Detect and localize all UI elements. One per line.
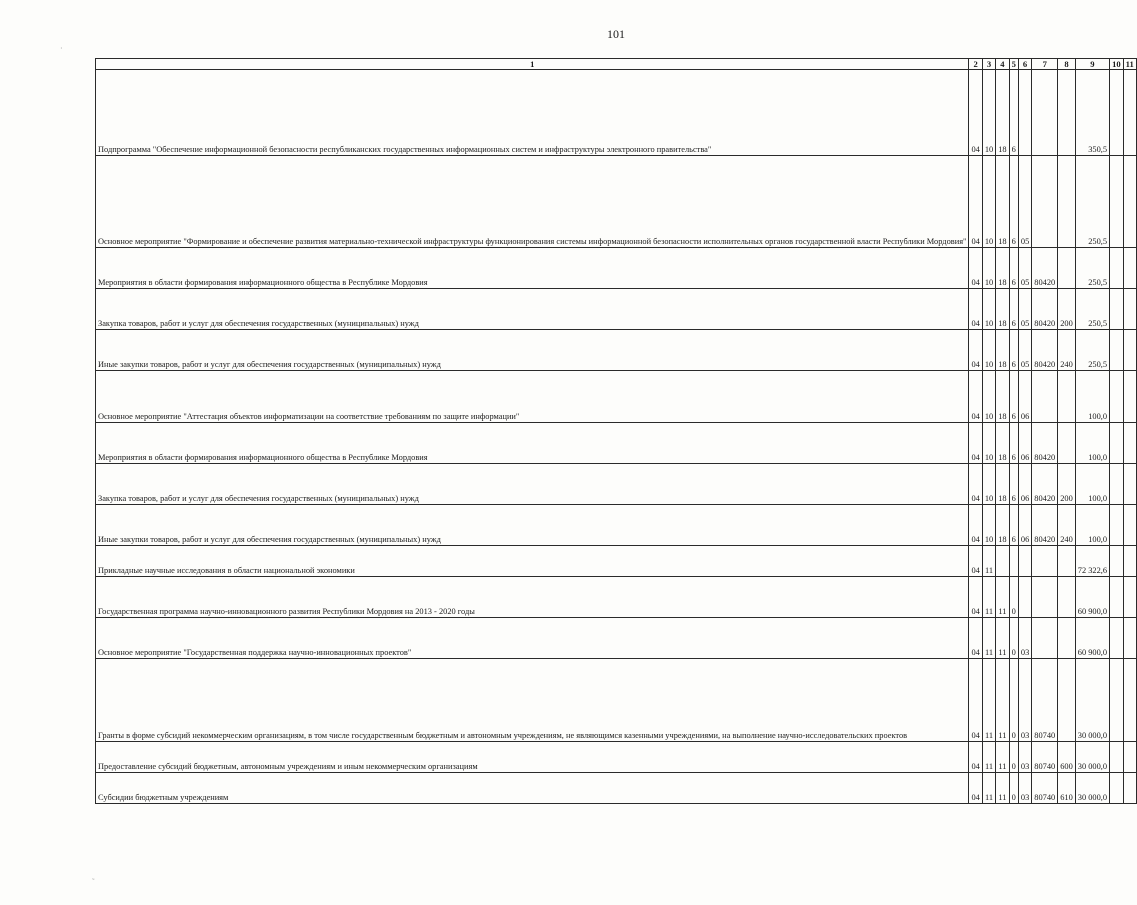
code-cell: 80420 — [1032, 505, 1058, 546]
empty-cell — [1110, 423, 1124, 464]
header-cell: 8 — [1058, 59, 1076, 70]
code-cell: 11 — [996, 742, 1009, 773]
code-cell: 10 — [982, 289, 995, 330]
code-cell — [1018, 70, 1031, 156]
empty-cell — [1110, 618, 1124, 659]
amount-cell: 250,5 — [1075, 289, 1109, 330]
row-description-cell: Субсидии бюджетным учреждениям — [96, 773, 969, 804]
code-cell: 11 — [996, 773, 1009, 804]
code-cell: 05 — [1018, 330, 1031, 371]
empty-cell — [1123, 156, 1136, 248]
amount-cell: 250,5 — [1075, 156, 1109, 248]
empty-cell — [1110, 248, 1124, 289]
code-cell: 80420 — [1032, 464, 1058, 505]
header-cell: 3 — [982, 59, 995, 70]
header-cell: 5 — [1009, 59, 1018, 70]
code-cell: 04 — [969, 289, 982, 330]
empty-cell — [1110, 330, 1124, 371]
code-cell — [1032, 371, 1058, 423]
code-cell: 6 — [1009, 330, 1018, 371]
code-cell: 11 — [982, 618, 995, 659]
code-cell: 80740 — [1032, 742, 1058, 773]
table-row — [96, 505, 1137, 546]
row-description-cell: Иные закупки товаров, работ и услуг для обеспечения государственных (муниципальных) нужд — [96, 330, 969, 371]
amount-cell: 100,0 — [1075, 505, 1109, 546]
code-cell: 0 — [1009, 577, 1018, 618]
empty-cell — [1123, 371, 1136, 423]
scan-speck: · — [60, 44, 63, 53]
amount-cell: 100,0 — [1075, 423, 1109, 464]
code-cell: 04 — [969, 505, 982, 546]
table-row — [96, 464, 1137, 505]
empty-cell — [1123, 423, 1136, 464]
code-cell — [1058, 371, 1076, 423]
code-cell: 6 — [1009, 156, 1018, 248]
amount-cell: 100,0 — [1075, 464, 1109, 505]
code-cell — [1009, 546, 1018, 577]
code-cell: 06 — [1018, 371, 1031, 423]
amount-cell: 60 900,0 — [1075, 577, 1109, 618]
code-cell: 18 — [996, 248, 1009, 289]
code-cell: 10 — [982, 464, 995, 505]
code-cell: 04 — [969, 464, 982, 505]
row-description-cell: Прикладные научные исследования в области национальной экономики — [96, 546, 969, 577]
code-cell: 11 — [982, 577, 995, 618]
code-cell: 0 — [1009, 659, 1018, 742]
code-cell: 06 — [1018, 423, 1031, 464]
empty-cell — [1123, 546, 1136, 577]
table-row — [96, 248, 1137, 289]
code-cell — [1018, 577, 1031, 618]
code-cell — [1058, 577, 1076, 618]
code-cell: 600 — [1058, 742, 1076, 773]
code-cell: 200 — [1058, 464, 1076, 505]
amount-cell: 30 000,0 — [1075, 659, 1109, 742]
table-row — [96, 742, 1137, 773]
code-cell — [1018, 546, 1031, 577]
empty-cell — [1110, 289, 1124, 330]
empty-cell — [1123, 577, 1136, 618]
code-cell: 80420 — [1032, 248, 1058, 289]
empty-cell — [1123, 330, 1136, 371]
amount-cell: 72 322,6 — [1075, 546, 1109, 577]
code-cell: 11 — [996, 577, 1009, 618]
code-cell — [1032, 546, 1058, 577]
code-cell: 80740 — [1032, 659, 1058, 742]
table-row — [96, 423, 1137, 464]
code-cell — [996, 546, 1009, 577]
code-cell: 03 — [1018, 773, 1031, 804]
empty-cell — [1110, 70, 1124, 156]
code-cell: 04 — [969, 742, 982, 773]
empty-cell — [1123, 505, 1136, 546]
amount-cell: 30 000,0 — [1075, 742, 1109, 773]
code-cell: 10 — [982, 156, 995, 248]
table-row — [96, 289, 1137, 330]
code-cell: 6 — [1009, 289, 1018, 330]
table-row — [96, 156, 1137, 248]
row-description-cell: Основное мероприятие "Аттестация объектов информатизации на соответствие требованиям по защите информации" — [96, 371, 969, 423]
code-cell: 05 — [1018, 289, 1031, 330]
code-cell — [1058, 248, 1076, 289]
code-cell: 11 — [982, 546, 995, 577]
code-cell: 10 — [982, 330, 995, 371]
code-cell: 610 — [1058, 773, 1076, 804]
code-cell: 03 — [1018, 742, 1031, 773]
empty-cell — [1110, 371, 1124, 423]
table-row — [96, 577, 1137, 618]
budget-table — [95, 58, 1137, 804]
header-row — [96, 59, 1137, 70]
code-cell: 04 — [969, 423, 982, 464]
code-cell — [1032, 618, 1058, 659]
header-cell: 7 — [1032, 59, 1058, 70]
code-cell: 6 — [1009, 371, 1018, 423]
code-cell: 0 — [1009, 773, 1018, 804]
empty-cell — [1110, 773, 1124, 804]
empty-cell — [1110, 464, 1124, 505]
code-cell: 18 — [996, 70, 1009, 156]
code-cell — [1058, 423, 1076, 464]
code-cell: 0 — [1009, 742, 1018, 773]
code-cell: 10 — [982, 371, 995, 423]
code-cell: 18 — [996, 464, 1009, 505]
code-cell: 18 — [996, 423, 1009, 464]
code-cell: 05 — [1018, 156, 1031, 248]
code-cell: 04 — [969, 618, 982, 659]
code-cell — [1058, 156, 1076, 248]
code-cell: 03 — [1018, 659, 1031, 742]
code-cell: 18 — [996, 505, 1009, 546]
header-cell: 6 — [1018, 59, 1031, 70]
empty-cell — [1123, 618, 1136, 659]
empty-cell — [1110, 505, 1124, 546]
code-cell: 04 — [969, 330, 982, 371]
code-cell: 80420 — [1032, 330, 1058, 371]
code-cell — [1058, 659, 1076, 742]
code-cell: 6 — [1009, 423, 1018, 464]
code-cell: 80420 — [1032, 289, 1058, 330]
code-cell: 18 — [996, 289, 1009, 330]
empty-cell — [1123, 464, 1136, 505]
code-cell: 04 — [969, 659, 982, 742]
row-description-cell: Подпрограмма "Обеспечение информационной безопасности республиканских государственных информационных систем и инфраструктуры электронного правительства" — [96, 70, 969, 156]
code-cell: 04 — [969, 371, 982, 423]
header-cell: 11 — [1123, 59, 1136, 70]
table-row — [96, 70, 1137, 156]
empty-cell — [1123, 742, 1136, 773]
empty-cell — [1110, 577, 1124, 618]
empty-cell — [1110, 546, 1124, 577]
header-cell: 2 — [969, 59, 982, 70]
empty-cell — [1110, 156, 1124, 248]
empty-cell — [1123, 659, 1136, 742]
row-description-cell: Предоставление субсидий бюджетным, автономным учреждениям и иным некоммерческим организациям — [96, 742, 969, 773]
header-cell: 4 — [996, 59, 1009, 70]
code-cell: 6 — [1009, 505, 1018, 546]
row-description-cell: Мероприятия в области формирования информационного общества в Республике Мордовия — [96, 248, 969, 289]
code-cell: 06 — [1018, 464, 1031, 505]
code-cell: 6 — [1009, 70, 1018, 156]
code-cell: 03 — [1018, 618, 1031, 659]
row-description-cell: Государственная программа научно-инновационного развития Республики Мордовия на 2013 - 2020 годы — [96, 577, 969, 618]
table-body — [96, 70, 1137, 804]
code-cell — [1058, 70, 1076, 156]
code-cell — [1032, 577, 1058, 618]
row-description-cell: Закупка товаров, работ и услуг для обеспечения государственных (муниципальных) нужд — [96, 464, 969, 505]
code-cell — [1032, 156, 1058, 248]
code-cell: 10 — [982, 505, 995, 546]
row-description-cell: Основное мероприятие "Государственная поддержка научно-инновационных проектов" — [96, 618, 969, 659]
code-cell: 6 — [1009, 248, 1018, 289]
empty-cell — [1123, 248, 1136, 289]
code-cell: 18 — [996, 371, 1009, 423]
code-cell: 10 — [982, 423, 995, 464]
code-cell: 11 — [996, 618, 1009, 659]
table-row — [96, 546, 1137, 577]
code-cell: 04 — [969, 577, 982, 618]
empty-cell — [1123, 773, 1136, 804]
table-row — [96, 371, 1137, 423]
row-description-cell: Основное мероприятие "Формирование и обеспечение развития материально-технической инфраструктуры функционирования системы информационной безопасности исполнительных органов государственной власти Республики Мордовия" — [96, 156, 969, 248]
table-row — [96, 659, 1137, 742]
code-cell: 18 — [996, 330, 1009, 371]
code-cell: 0 — [1009, 618, 1018, 659]
row-description-cell: Мероприятия в области формирования информационного общества в Республике Мордовия — [96, 423, 969, 464]
empty-cell — [1110, 742, 1124, 773]
code-cell: 18 — [996, 156, 1009, 248]
empty-cell — [1123, 70, 1136, 156]
code-cell: 04 — [969, 773, 982, 804]
amount-cell: 250,5 — [1075, 330, 1109, 371]
code-cell: 04 — [969, 546, 982, 577]
scan-speck: ˜ — [92, 877, 95, 886]
code-cell: 05 — [1018, 248, 1031, 289]
code-cell: 11 — [996, 659, 1009, 742]
header-cell: 10 — [1110, 59, 1124, 70]
code-cell: 200 — [1058, 289, 1076, 330]
code-cell: 6 — [1009, 464, 1018, 505]
amount-cell: 30 000,0 — [1075, 773, 1109, 804]
header-cell: 1 — [96, 59, 969, 70]
table-row — [96, 773, 1137, 804]
code-cell: 240 — [1058, 330, 1076, 371]
code-cell: 10 — [982, 248, 995, 289]
code-cell — [1058, 546, 1076, 577]
amount-cell: 350,5 — [1075, 70, 1109, 156]
code-cell — [1032, 70, 1058, 156]
row-description-cell: Закупка товаров, работ и услуг для обеспечения государственных (муниципальных) нужд — [96, 289, 969, 330]
table-row — [96, 618, 1137, 659]
code-cell: 11 — [982, 742, 995, 773]
code-cell: 04 — [969, 70, 982, 156]
code-cell: 11 — [982, 659, 995, 742]
code-cell: 80740 — [1032, 773, 1058, 804]
page-number: 101 — [607, 27, 625, 41]
code-cell: 240 — [1058, 505, 1076, 546]
amount-cell: 60 900,0 — [1075, 618, 1109, 659]
amount-cell: 100,0 — [1075, 371, 1109, 423]
code-cell: 04 — [969, 248, 982, 289]
header-cell: 9 — [1075, 59, 1109, 70]
empty-cell — [1110, 659, 1124, 742]
code-cell: 04 — [969, 156, 982, 248]
table-row — [96, 330, 1137, 371]
empty-cell — [1123, 289, 1136, 330]
code-cell: 80420 — [1032, 423, 1058, 464]
code-cell: 06 — [1018, 505, 1031, 546]
code-cell — [1058, 618, 1076, 659]
row-description-cell: Иные закупки товаров, работ и услуг для обеспечения государственных (муниципальных) нужд — [96, 505, 969, 546]
amount-cell: 250,5 — [1075, 248, 1109, 289]
code-cell: 11 — [982, 773, 995, 804]
row-description-cell: Гранты в форме субсидий некоммерческим организациям, в том числе государственным бюджетным и автономным учреждениям, не являющимся казенными учреждениями, на выполнение научно-исследовательских проектов — [96, 659, 969, 742]
code-cell: 10 — [982, 70, 995, 156]
